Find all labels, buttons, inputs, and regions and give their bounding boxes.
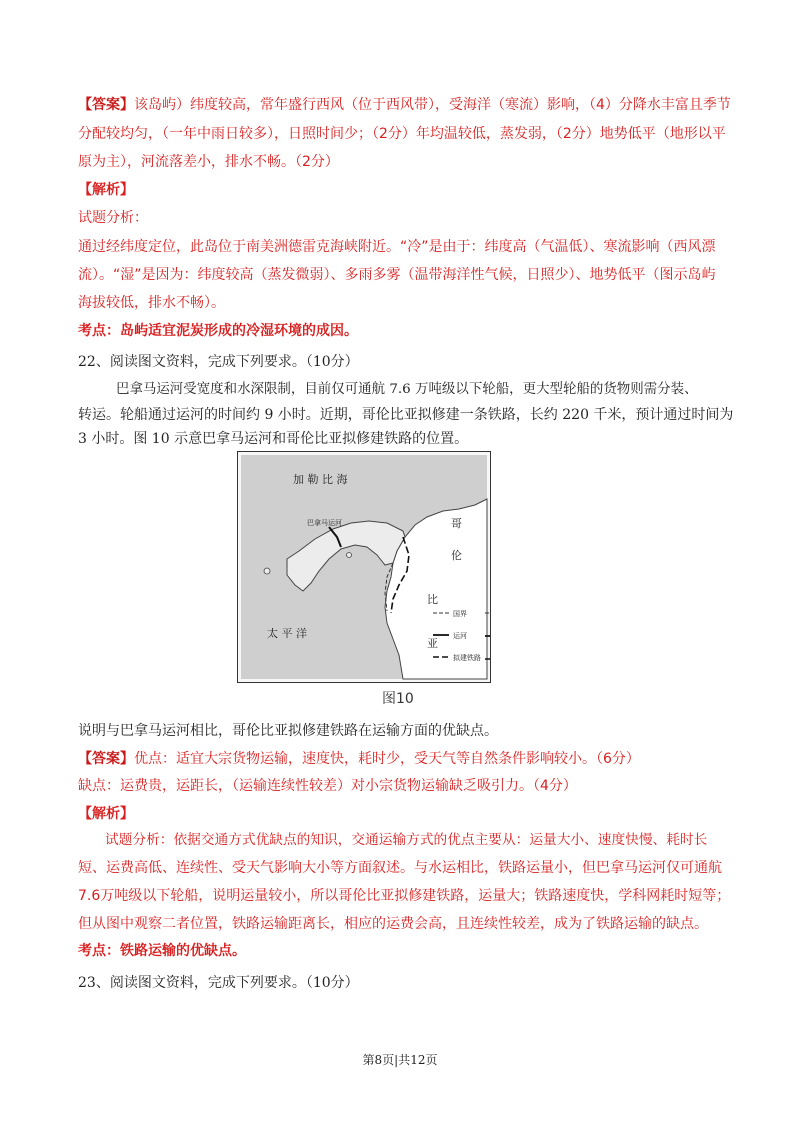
q22-answer-tag: 【答案】 (78, 751, 134, 767)
q21-analysis-title: 试题分析： (78, 210, 148, 226)
country-char-4: 亚 (427, 637, 438, 650)
q22-analysis-line-4: 但从图中观察二者位置，铁路运输距离长，相应的运费会高，且连续性较差，成为了铁路运输的缺点。 (78, 916, 708, 932)
q21-kaodian: 考点：岛屿适宜泥炭形成的冷湿环境的成因。 (78, 323, 358, 339)
country-char-2: 伦 (451, 549, 462, 562)
q21-answer-line-1: 【答案】该岛屿）纬度较高，常年盛行西风（位于西风带），受海洋（寒流）影响，（4）分降水丰富且季节 (78, 97, 731, 113)
legend-railway-label: 拟建铁路 (453, 654, 481, 662)
q22-para-line-3: 3 小时。图 10 示意巴拿马运河和哥伦比亚拟修建铁路的位置。 (78, 431, 469, 447)
country-char-1: 哥 (451, 517, 462, 530)
legend-border-label: 国界 (453, 610, 467, 618)
q22-question: 说明与巴拿马运河相比，哥伦比亚拟修建铁路在运输方面的优缺点。 (78, 723, 498, 739)
q22-analysis-tag: 【解析】 (78, 806, 134, 822)
ocean-label: 太 平 洋 (267, 627, 307, 640)
figure-caption: 图10 (382, 691, 414, 707)
sea-label: 加 勒 比 海 (293, 473, 348, 486)
q21-answer-line-2: 分配较均匀，（一年中雨日较多），日照时间少；（2分）年均温较低，蒸发弱，（2分）地势低平（地形以平 (78, 126, 726, 142)
q22-para-line-1: 巴拿马运河受宽度和水深限制，目前仅可通航 7.6 万吨级以下轮船，更大型轮船的货物则需分装、 (116, 382, 698, 397)
figure-10-map (237, 451, 491, 683)
q22-answer-line-2: 缺点：运费贵，运距长，（运输连续性较差）对小宗货物运输缺乏吸引力。（4分） (78, 778, 577, 794)
q21-analysis-line-1: 通过经纬度定位，此岛位于南美洲德雷克海峡附近。“冷”是由于：纬度高（气温低）、寒流影响（西风漂 (78, 239, 716, 255)
island (264, 568, 270, 574)
q21-answer-tag: 【答案】 (78, 97, 134, 113)
q21-answer-line-3: 原为主），河流落差小，排水不畅。（2分） (78, 154, 339, 170)
canal-place-label: 巴拿马运河 (307, 519, 342, 527)
q23-heading: 23、阅读图文资料，完成下列要求。（10分） (78, 975, 359, 991)
q22-analysis-line-2: 短、运费高低、连续性、受天气影响大小等方面叙述。与水运相比，铁路运量小，但巴拿马运河仅可通航 (78, 860, 722, 876)
q21-analysis-line-3: 海拔较低，排水不畅）。 (78, 295, 225, 311)
q22-analysis-line-3: 7.6万吨级以下轮船，说明运量较小，所以哥伦比亚拟修建铁路，运量大；铁路速度快，学科网耗时短等； (78, 888, 731, 904)
q21-analysis-line-2: 流）。“湿”是因为：纬度较高（蒸发微弱）、多雨多雾（温带海洋性气候，日照少）、地势低平（图示岛屿 (78, 267, 716, 283)
page-footer: 第8页|共12页 (362, 1053, 438, 1067)
island (347, 553, 352, 558)
q22-analysis-line-1: 试题分析：依据交通方式优缺点的知识，交通运输方式的优点主要从：运量大小、速度快慢、耗时长 (105, 832, 708, 848)
q22-para-line-2: 转运。轮船通过运河的时间约 9 小时。近期，哥伦比亚拟修建一条铁路，长约 220 千米，预计通过时间为 (78, 407, 734, 423)
q22-answer-line-1: 【答案】优点：适宜大宗货物运输，速度快，耗时少，受天气等自然条件影响较小。（6分） (78, 751, 640, 767)
q22-kaodian: 考点：铁路运输的优缺点。 (78, 943, 246, 959)
legend-canal-label: 运河 (453, 632, 467, 640)
q22-heading: 22、阅读图文资料，完成下列要求。（10分） (78, 354, 359, 370)
country-char-3: 比 (427, 593, 438, 606)
q21-analysis-tag: 【解析】 (78, 182, 134, 198)
